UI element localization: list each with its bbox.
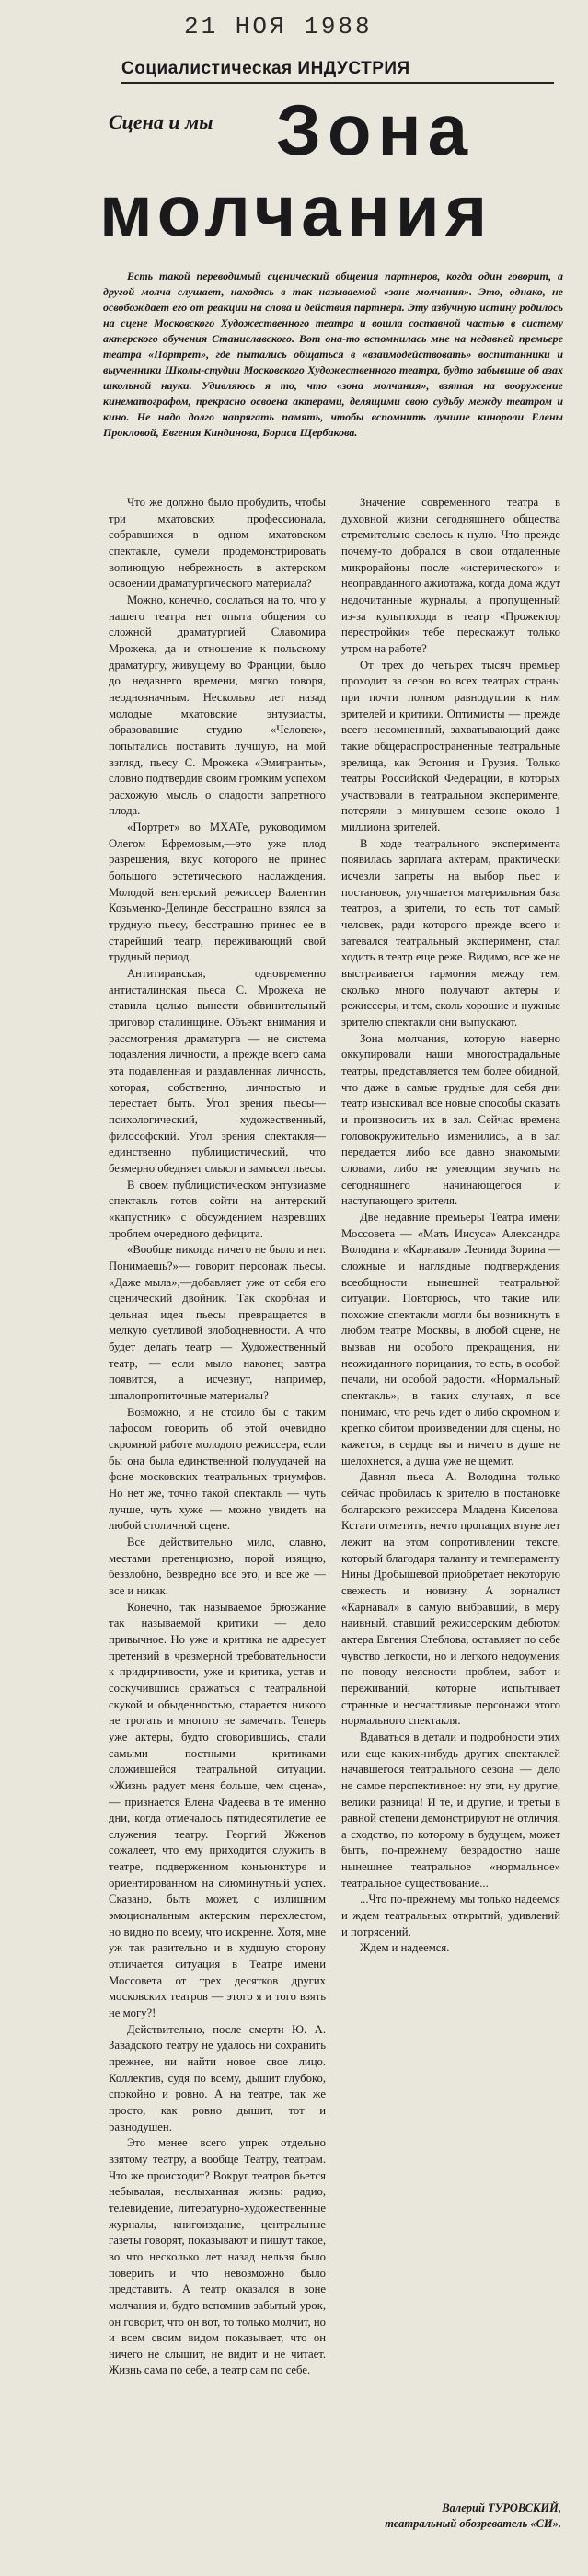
date-stamp: 21 НОЯ 1988	[184, 13, 373, 40]
lead-paragraph: Есть такой переводимый сценический общения партнеров, когда один говорит, а другой молча слушает, находясь в так называемой «зоне молчания». Это, однако, не освобождает его от реакции на слова и действия партнера. Эту азбучную истину родилось на сцене Московского Художественного театра и вошла составной частью в систему актерского обучения Станиславского. Вот она-то вспомнилась мне на недавней премьере театра «Портрет», где пытались общаться в «взаимодействовать» воспитанники и выученники Школы-студии Московского Художественного театра, будто забывшие об азах школьной науки. Удивляюсь я то, что «зона молчания», взятая на вооружение кинематографом, прекрасно освоена актерами, делящими свою судьбу между театром и кино. Не надо долго напрягать память, чтобы вспомнить лучшие кинороли Елены Прокловой, Евгения Киндинова, Бориса Щербакова.	[103, 270, 563, 440]
paragraph: Вдаваться в детали и подробности этих или еще каких-нибудь других спектаклей начавшегося театрального сезона — дело не самое перспективное: ну эти, ну другие, велики разница! И те, и другие, и третьи в равной степени демонстрируют не отличия, а сходство, по которому в будущем, может быть, по-прежнему безрадостно наше нынешнее театральное «нормальное» театральное существование...	[341, 1730, 560, 1890]
headline-line-2: молчания	[99, 170, 493, 251]
paragraph: «Вообще никогда ничего не было и нет. Понимаешь?»— говорит персонаж пьесы. «Даже мыла»,—добавляет уже от себя его сценический двойник. Так скорбная и цельная идея пьесы превращается в мелкую суетливой злободневности. А что будет делать театр — Художественный театр, — если мыло наконец завтра появится, а исчезнут, например, шпалопропиточные материалы?	[109, 1243, 326, 1403]
section-rubric: Сцена и мы	[109, 110, 213, 133]
paragraph: Можно, конечно, сослаться на то, что у нашего театра нет опыта общения со сложной драматургией Славомира Мрожека, да и отношение к польскому драматургу, живущему во Франции, было до недавнего времени, мягко говоря, неоднозначным. Несколько лет назад молодые мхатовские энтузиасты, образовавшие студию «Человек», попытались поставить лучшую, на мой взгляд, пьесу С. Мрожека «Эмигранты», словно подтвердив своим громким успехом расхожую мысль о сладости запретного плода.	[109, 592, 326, 818]
author-signature	[368, 2501, 561, 2532]
paragraph: Возможно, и не стоило бы с таким пафосом говорить об этой очевидно скромной работе молодого режиссера, если бы она была единственной полуудачей на фоне московских театральных триумфов. Но нет же, точно такой спектакль — чуть лучше, чуть хуже — можно увидеть на любой столичной сцене.	[109, 1405, 326, 1533]
paragraph: Действительно, после смерти Ю. А. Завадского театру не удалось ни сохранить прежнее, ни найти новое свое лицо. Коллектив, судя по всему, дышит глубоко, спокойно и ровно. А на театре, так же просто, как ровно дышит, тот и равнодушен.	[109, 2022, 326, 2133]
paragraph: Это менее всего упрек отдельно взятому театру, а вообще Театру, театрам. Что же происходит? Вокруг театров бьется небывалая, неслыханная жизнь: радио, телевидение, литературно-художественные журналы, книгоиздание, центральные газеты говорят, показывают и пишут такое, во что несколько лет назад нельзя было поверить и что невозможно было представить. А театр оказался в зоне молчания и, будто вспомнив забытый урок, он говорит, что он вот, то только молчит, но и всем своим видом показывает, что он ничего не слышит, не видит и не читает. Жизнь сама по себе, а театр сам по себе.	[109, 2136, 326, 2377]
article-column-right	[341, 495, 560, 1957]
author-role: театральный обозреватель «СИ».	[385, 2516, 561, 2530]
author-name: Валерий ТУРОВСКИЙ,	[442, 2501, 561, 2514]
paragraph: Что же должно было пробудить, чтобы три мхатовских профессионала, собравшихся в одном мхатовском спектакле, сумели продемонстрировать вопиющую небрежность в актерском освоении драматургического материала?	[109, 496, 326, 591]
paragraph: Значение современного театра в духовной жизни сегодняшнего общества стремительно свелось к нулю. Что прежде почему-то добрался в свои отдаленные микрорайоны после «истерического» и неоправданного ажиотажа, когда дома ждут недочитанные журналы, а пропущенный из-за культпохода в театр «Прожектор перестройки» тебе перескажут только утром на работе?	[341, 496, 560, 655]
paragraph: Давняя пьеса А. Володина только сейчас пробилась к зрителю в постановке болгарского режиссера Младена Киселова. Кстати отметить, нечто пропащих втуне лет лежит на этом сопротивлении тексте, который благодаря таланту и темпераменту Нины Дробышевой приобретает некоторую свежесть и новизну. А зорналист «Карнавал» в самую выбравший, в меру наивный, ставший режиссерским дебютом актера Евгения Стеблова, оставляет по себе чувство легкости, но и легкого недоумения по поводу неясности проблем, забот и переживаний, которые испытывает странные и несчастливые персонажи этого нормального спектакля.	[341, 1470, 560, 1728]
paragraph: Две недавние премьеры Театра имени Моссовета — «Мать Иисуса» Александра Володина и «Карнавал» Леонида Зорина — сложные и наглядные подтверждения всеобщности нынешней театральной ситуации. Повторюсь, что такие или похожие спектакли могли бы возникнуть в любом театре Москвы, в любой сцене, не вызвав ни особого прекращения, ни неожиданного порицания, то есть, в особой печали, ни особой радости. «Нормальный спектакль», в таких случаях, я все понимаю, что речь идет о либо скромном и крепко сбитом произведении для сцены, но кажется, в сердце вы и ничего в душе не шелохнется, а душа уже не щемит.	[341, 1210, 560, 1467]
headline-line-1: Зона	[276, 89, 475, 170]
paragraph: Ждем и надеемся.	[360, 1941, 450, 1955]
paragraph: Антитиранская, одновременно антисталинская пьеса С. Мрожека не ставила целью вынести обвинительный приговор сталинщине. Объект внимания и рассмотрения драматурга — не система подавления личности, а прежде всего сама эта подавленная и раздавленная личность, которая, собственно, личностью и перестает быть. Угол зрения пьесы—психологический, художественный, философский. Угол зрения спектакля—единственно публицистический, что безмерно обедняет смысл и замысел пьесы.	[109, 967, 326, 1175]
paragraph: Конечно, так называемое брюзжание так называемой критики — дело привычное. Но уже и критика не адресует претензий в чрезмерной требовательности к придирчивости, уже и критика, устав и соскучившись сражаться с театральной скукой и обыденностью, старается никого не трогать и многого не замечать. Теперь уже актеры, будто сговорившись, стали самыми постными критиками сложившейся театральной ситуации. «Жизнь радует меня больше, чем сцена»,— признается Елена Фадеева в те именно дни, когда отмечалось пятидесятилетие ее служения театру. Георгий Жженов сожалеет, что ему приходится служить в театре, подверженном конъюнктуре и ориентированном на сиюминутный успех. Сказано, быть может, с излишним эмоциональным актерским перехлестом, но видно по всему, что искренне. Хотя, мне уж так разительно и в худшую сторону отличается ситуация в Театре имени Моссовета от трех десятков других московских театров — этого я и того взять не могу?!	[109, 1600, 326, 2020]
paragraph: Все действительно мило, славно, местами претенциозно, порой изящно, беззлобно, безвредно все это, и все же — все и никак.	[109, 1535, 326, 1597]
paragraph: В своем публицистическом энтузиазме спектакль готов сойти на антерский «капустник» с обсуждением назревших проблем очередного дефицита.	[109, 1178, 326, 1240]
paragraph: Зона молчания, которую наверно оккупировали наши многострадальные театры, представляется тем более обидной, что даже в самые трудные для себя дни театр изыскивал все новые способы сказать и произносить их в зал. Сейчас времена головокружительно изменились, а в зал передается либо все давно знакомыми словами, либо не умеющим звучать на сегодняшнего начинающегося и наступающего зрителя.	[341, 1031, 560, 1208]
paragraph: От трех до четырех тысяч премьер проходит за сезон во всех театрах страны при почти полном равнодушии к ним зрителей и критики. Оптимисты — прежде всего несомненный, захватывающий даже такие общераспространенные театральные зрелища, как Эстония и Грузия. Только театры Российской Федерации, в которых участвовали в театральном эксперименте, потеряли в минувшем сезоне около 1 миллиона зрителей.	[341, 658, 560, 834]
article-column-left	[109, 495, 326, 2379]
newspaper-masthead: Социалистическая ИНДУСТРИЯ	[121, 59, 554, 84]
paragraph: «Портрет» во МХАТе, руководимом Олегом Ефремовым,—это уже плод разрешения, вкус которого не принес большого эстетического наслаждения. Молодой венгерский режиссер Валентин Козьменко-Делинде бесстрашно взялся за трудную пьесу, бесстрашно принес ее в старейший театр, переживающий свой трудный период.	[109, 821, 326, 964]
paragraph: ...Что по-прежнему мы только надеемся и ждем театральных открытий, удивлений и потрясений.	[341, 1892, 560, 1938]
paragraph: В ходе театрального эксперимента появилась зарплата актерам, практически исчезли запреты на выбор пьес и постановок, улучшается материальная база театров, а зрители, то есть тот самый человек, ради которого прежде всего и затевался театральный эксперимент, стал ходить в театр еще реже. Видимо, все же не выстраивается гармония между тем, сколько много получают актеры и режиссеры, и тем, сколь хорошие и нужные зрителю спектакли они выпускают.	[341, 836, 560, 1029]
